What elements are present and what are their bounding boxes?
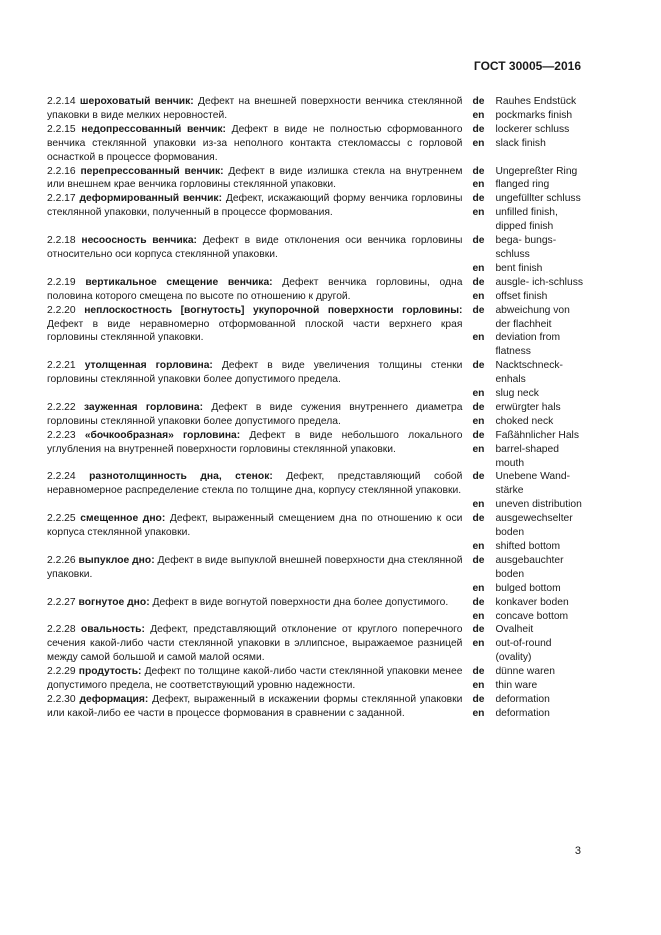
lang-en: en <box>472 207 485 219</box>
term-entry-2-2-21 <box>47 359 587 401</box>
entry-text: Дефект в виде выпуклой внешней поверхности дна стеклянной упаковки. <box>47 554 463 580</box>
entry-number: 2.2.24 <box>47 471 76 483</box>
term-de: Ovalheit <box>495 624 534 636</box>
entry-term: перепрессованный венчик: <box>80 165 224 177</box>
entry-term: деформированный венчик: <box>79 193 223 205</box>
term-en: unfilled finish, dipped finish <box>495 207 558 233</box>
entry-text: Дефект в виде сужения внутреннего диаметра горловины стеклянной упаковки более допустимого предела. <box>47 401 463 427</box>
entry-translations <box>472 276 587 304</box>
entry-translations <box>472 304 587 360</box>
entry-number: 2.2.27 <box>47 596 76 608</box>
lang-en: en <box>472 638 485 650</box>
term-de: lockerer schluss <box>495 123 570 135</box>
entry-number: 2.2.26 <box>47 554 76 566</box>
lang-de: de <box>472 429 485 441</box>
term-entry-2-2-16 <box>47 165 587 193</box>
term-entry-2-2-17 <box>47 192 587 234</box>
entry-text: Дефект по толщине какой-либо части стеклянной упаковки менее допустимого предела, не соответствующий уровню надежности. <box>47 666 463 692</box>
entry-term: деформация: <box>79 693 149 705</box>
term-en: bulged bottom <box>495 582 561 594</box>
term-de: ausgewechselter boden <box>495 513 573 539</box>
term-entry-2-2-14 <box>47 95 587 123</box>
entry-definition <box>47 276 462 304</box>
term-de: Rauhes Endstück <box>495 96 577 107</box>
entry-definition <box>47 95 462 123</box>
entry-number: 2.2.16 <box>47 165 76 177</box>
term-entry-2-2-24 <box>47 470 587 512</box>
entry-number: 2.2.17 <box>47 193 76 205</box>
entry-definition <box>47 554 462 596</box>
entry-term: вогнутое дно: <box>78 596 150 608</box>
entry-term: вертикальное смещение венчика: <box>85 276 273 288</box>
entry-text: Дефект на внешней поверхности венчика стеклянной упаковки в виде мелких неровностей. <box>47 96 463 121</box>
entry-term: «бочкообразная» горловина: <box>84 429 241 441</box>
entry-term: утолщенная горловина: <box>84 360 213 372</box>
term-en: slug neck <box>495 388 539 400</box>
term-entry-2-2-23 <box>47 429 587 471</box>
entry-term: продутость: <box>78 666 142 678</box>
page-number: 3 <box>574 845 581 857</box>
entry-translations <box>472 596 587 624</box>
entry-translations <box>472 123 587 165</box>
entry-translations <box>472 665 587 693</box>
term-en: uneven distribution <box>495 499 582 511</box>
term-entry-2-2-19 <box>47 276 587 304</box>
entry-definition <box>47 693 462 721</box>
entry-term: зауженная горловина: <box>83 401 204 413</box>
entry-translations <box>472 429 587 471</box>
term-en: deformation <box>495 707 550 719</box>
entry-number: 2.2.15 <box>47 123 76 135</box>
lang-en: en <box>472 499 485 511</box>
entry-definition <box>47 192 462 234</box>
term-de: ungefüllter schluss <box>495 193 581 205</box>
entry-number: 2.2.22 <box>47 401 76 413</box>
entry-definition <box>47 165 462 193</box>
entry-number: 2.2.19 <box>47 276 76 288</box>
term-entry-2-2-29 <box>47 665 587 693</box>
entry-definition <box>47 623 462 665</box>
term-de: dünne waren <box>495 666 555 678</box>
lang-de: de <box>472 304 485 316</box>
term-entry-2-2-28 <box>47 623 587 665</box>
lang-en: en <box>472 179 485 191</box>
entry-text: Дефект в виде небольшого локального углубления на внутренней поверхности горловины стеклянной упаковки. <box>47 429 463 455</box>
lang-en: en <box>472 680 485 692</box>
lang-en: en <box>472 332 485 344</box>
term-de: erwürgter hals <box>495 401 561 413</box>
entry-translations <box>472 359 587 401</box>
term-de: bega- bungs-schluss <box>495 235 557 260</box>
lang-en: en <box>472 109 485 121</box>
entry-definition <box>47 512 462 554</box>
term-en: out-of-round (ovality) <box>495 638 552 664</box>
entry-term: недопрессованный венчик: <box>81 123 226 135</box>
lang-en: en <box>472 262 485 274</box>
term-entry-2-2-20 <box>47 304 587 360</box>
lang-de: de <box>472 554 485 566</box>
lang-de: de <box>472 96 485 107</box>
entry-text: Дефект, выраженный в искажении формы стеклянной упаковки или какой-либо ее части в процессе формования в сравнении с заданной. <box>47 693 463 719</box>
entry-translations <box>472 512 587 554</box>
lang-de: de <box>472 513 485 525</box>
lang-en: en <box>472 541 485 552</box>
entry-text: Дефект, представляющий собой неравномерное распределение стекла по толщине дна, корпусу стеклянной упаковки. <box>47 471 463 497</box>
entry-term: несоосность венчика: <box>81 235 197 247</box>
entry-definition <box>47 401 462 429</box>
document-header: ГОСТ 30005—2016 <box>473 59 581 73</box>
term-en: bent finish <box>495 262 543 274</box>
lang-de: de <box>472 193 485 205</box>
entry-definition <box>47 665 462 693</box>
entry-text: Дефект в виде неравномерно отформованной плоской части верхнего края горловины стеклянной упаковки. <box>47 318 463 344</box>
lang-en: en <box>472 290 485 302</box>
term-en: thin ware <box>495 680 538 692</box>
entry-text: Дефект, представляющий отклонение от круглого поперечного сечения какой-либо части стеклянной упаковки в эллипсное, выражаемое разницей между самой большой и самой малой осями. <box>47 624 463 664</box>
lang-de: de <box>472 471 485 483</box>
lang-en: en <box>472 415 485 427</box>
term-entry-2-2-27 <box>47 596 587 624</box>
term-en: shifted bottom <box>495 541 561 552</box>
term-de: ausgle- ich-schluss <box>495 276 583 288</box>
entry-term: выпуклое дно: <box>78 554 155 566</box>
term-entry-2-2-30 <box>47 693 587 721</box>
entry-translations <box>472 693 587 721</box>
term-en: concave bottom <box>495 610 569 622</box>
term-de: Faßähnlicher Hals <box>495 429 579 441</box>
entry-number: 2.2.20 <box>47 304 76 316</box>
entry-text: Дефект в виде вогнутой поверхности дна более допустимого. <box>152 596 449 608</box>
lang-de: de <box>472 165 485 177</box>
lang-en: en <box>472 443 485 455</box>
entry-text: Дефект в виде не полностью сформованного венчика стеклянной упаковки из-за неполного контакта стекломассы с горловой оснасткой в процессе формования. <box>47 123 463 163</box>
entry-number: 2.2.14 <box>47 96 76 107</box>
entry-definition <box>47 304 462 360</box>
entry-term: неплоскостность [вогнутость] укупорочной поверхности горловины: <box>84 304 463 316</box>
lang-de: de <box>472 360 485 372</box>
term-en: offset finish <box>495 290 548 302</box>
entry-translations <box>472 470 587 512</box>
entry-translations <box>472 192 587 234</box>
lang-en: en <box>472 137 485 149</box>
entry-definition <box>47 470 462 512</box>
lang-en: en <box>472 707 485 719</box>
entry-term: овальность: <box>80 624 145 636</box>
entry-text: Дефект в виде излишка стекла на внутреннем или внешнем крае венчика горловины стеклянной упаковки. <box>47 165 463 191</box>
lang-de: de <box>472 123 485 135</box>
entry-definition <box>47 359 462 401</box>
entry-number: 2.2.21 <box>47 360 76 372</box>
entry-translations <box>472 623 587 665</box>
entry-term: разнотолщинность дна, стенок: <box>89 471 273 483</box>
term-de: Nacktschneck- enhals <box>495 360 563 386</box>
lang-en: en <box>472 388 485 400</box>
entry-translations <box>472 95 587 123</box>
term-entry-2-2-25 <box>47 512 587 554</box>
terms-list <box>47 95 587 721</box>
entry-text: Дефект, выраженный смещением дна по отношению к оси корпуса стеклянной упаковки. <box>47 513 463 539</box>
entry-definition <box>47 123 462 165</box>
entry-number: 2.2.29 <box>47 666 76 678</box>
term-entry-2-2-22 <box>47 401 587 429</box>
entry-definition <box>47 429 462 471</box>
entry-text: Дефект в виде увеличения толщины стенки горловины стеклянной упаковки более допустимого предела. <box>47 360 463 386</box>
lang-de: de <box>472 693 485 705</box>
term-de: abweichung von der flachheit <box>495 304 570 330</box>
entry-number: 2.2.28 <box>47 624 76 636</box>
term-de: ausgebauchter boden <box>495 554 564 580</box>
term-de: Ungepreßter Ring <box>495 165 578 177</box>
entry-text: Дефект, искажающий форму венчика горловины стеклянной упаковки, полученный в процессе формования. <box>47 193 463 219</box>
entry-text: Дефект в виде отклонения оси венчика горловины относительно оси корпуса стеклянной упаковки. <box>47 235 463 260</box>
entry-translations <box>472 554 587 596</box>
term-en: slack finish <box>495 137 546 149</box>
term-entry-2-2-15 <box>47 123 587 165</box>
entry-number: 2.2.23 <box>47 429 76 441</box>
entry-definition <box>47 596 462 624</box>
entry-translations <box>472 401 587 429</box>
term-entry-2-2-26 <box>47 554 587 596</box>
term-en: flanged ring <box>495 179 550 191</box>
lang-de: de <box>472 235 485 247</box>
entry-definition <box>47 234 462 276</box>
term-en: pockmarks finish <box>495 109 573 121</box>
lang-de: de <box>472 666 485 678</box>
entry-number: 2.2.18 <box>47 235 76 247</box>
lang-de: de <box>472 276 485 288</box>
entry-term: смещенное дно: <box>80 513 166 525</box>
term-en: deviation from flatness <box>495 332 561 358</box>
term-de: deformation <box>495 693 550 705</box>
lang-en: en <box>472 582 485 594</box>
entry-translations <box>472 165 587 193</box>
term-en: barrel-shaped mouth <box>495 443 559 469</box>
entry-number: 2.2.30 <box>47 693 76 705</box>
term-de: konkaver boden <box>495 596 569 608</box>
term-entry-2-2-18 <box>47 234 587 276</box>
entry-number: 2.2.25 <box>47 513 76 525</box>
term-de: Unebene Wand- stärke <box>495 471 571 497</box>
term-en: choked neck <box>495 415 554 427</box>
lang-de: de <box>472 596 485 608</box>
entry-text: Дефект венчика горловины, одна половина которого смещена по высоте по отношению к другой. <box>47 276 463 302</box>
entry-term: шероховатый венчик: <box>79 96 194 107</box>
lang-de: de <box>472 401 485 413</box>
lang-en: en <box>472 610 485 622</box>
lang-de: de <box>472 624 485 636</box>
entry-translations <box>472 234 587 276</box>
